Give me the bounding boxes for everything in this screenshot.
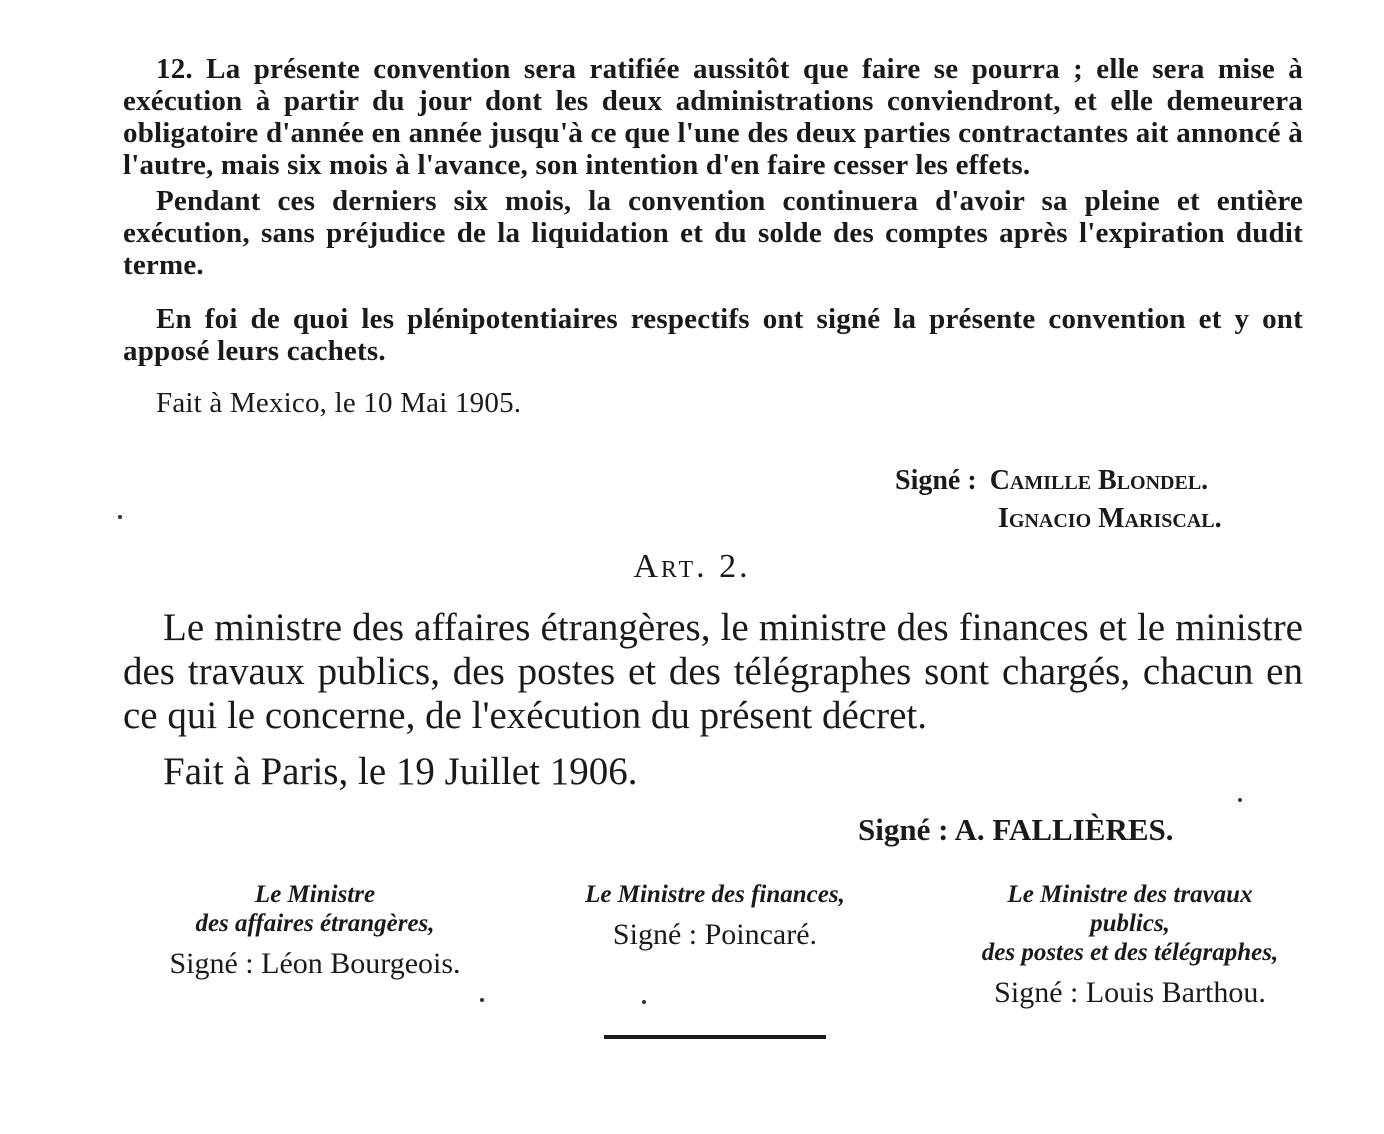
minister-public-works: [930, 880, 1330, 1011]
convention-text: [123, 53, 1303, 419]
minister-role-line: des postes et des télégraphes,: [981, 939, 1279, 966]
convention-signature-1: [895, 465, 1208, 497]
convention-place-date: Fait à Mexico, le 10 Mai 1905.: [156, 387, 522, 419]
scan-speck: [642, 1000, 646, 1004]
convention-paragraph-ratification: 12. La présente convention sera ratifiée aussitôt que faire se pourra ; elle sera mise à exécution à partir du jour dont les deux administrations conviendront, et elle demeurera obligatoire d'année en année jusqu'à ce que l'une des deux parties contractantes ait annoncé à l'autre, mais six mois à l'avance, son intention d'en faire cesser les effets.: [123, 53, 1303, 181]
article-text: [123, 606, 1303, 794]
minister-role-line: Le Ministre des travaux: [1007, 881, 1253, 908]
minister-finances: [540, 880, 890, 953]
signatory-mariscal: Ignacio Mariscal.: [998, 503, 1222, 534]
signed-label: Signé :: [895, 465, 977, 496]
minister-foreign-affairs: [110, 880, 520, 982]
signatory-blondel: Camille Blondel.: [989, 465, 1209, 496]
minister-signature: Signé : Poincaré.: [612, 918, 818, 951]
scan-speck: [1238, 798, 1242, 802]
minister-signature: Signé : Léon Bourgeois.: [169, 947, 461, 980]
article-place-date: Fait à Paris, le 19 Juillet 1906.: [163, 750, 638, 793]
minister-signature: Signé : Louis Barthou.: [994, 976, 1266, 1009]
convention-paragraph-signatures: En foi de quoi les plénipotentiaires respectifs ont signé la présente convention et y ont apposé leurs cachets.: [123, 303, 1303, 367]
closing-rule: [604, 1035, 826, 1039]
article-paragraph: Le ministre des affaires étrangères, le ministre des finances et le ministre des travaux publics, des postes et des télégraphes sont chargés, chacun en ce qui le concerne, de l'exécution du présent décret.: [123, 606, 1303, 737]
president-signature: Signé : A. FALLIÈRES.: [858, 812, 1174, 847]
minister-role-line: des affaires étrangères,: [195, 910, 435, 937]
minister-role-line: publics,: [1090, 910, 1170, 937]
article-title: Art. 2.: [633, 548, 751, 585]
minister-role-line: Le Ministre des finances,: [585, 881, 845, 908]
scan-speck: [118, 515, 122, 519]
scan-speck: [480, 998, 484, 1002]
convention-paragraph-execution: Pendant ces derniers six mois, la convention continuera d'avoir sa pleine et entière exécution, sans préjudice de la liquidation et du solde des comptes après l'expiration dudit terme.: [123, 185, 1303, 281]
minister-role-line: Le Ministre: [254, 881, 376, 908]
